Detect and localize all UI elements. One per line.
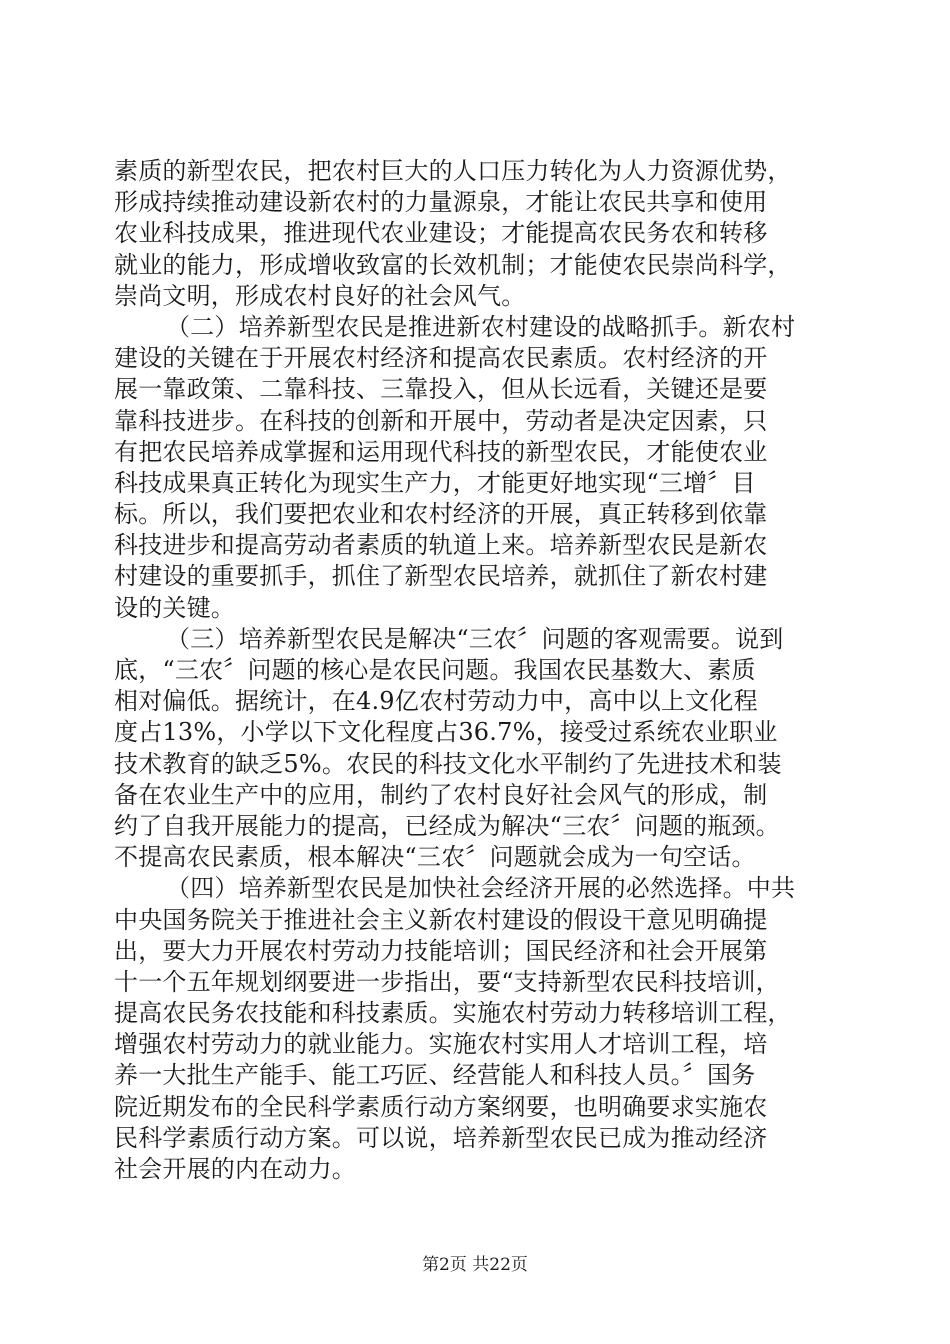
text-line: 建设的关键在于开展农村经济和提高农民素质。农村经济的开: [114, 344, 768, 373]
text-line: 院近期发布的全民科学素质行动方案纲要，也明确要求实施农: [114, 1092, 768, 1121]
text-line: 有把农民培养成掌握和运用现代科技的新型农民，才能使农业: [114, 437, 768, 466]
document-body: [114, 156, 844, 1185]
text-line: 社会开展的内在动力。: [114, 1155, 356, 1183]
text-line: 备在农业生产中的应用，制约了农村良好社会风气的形成，制: [114, 780, 768, 809]
text-line: 增强农村劳动力的就业能力。实施农村实用人才培训工程，培: [114, 1030, 768, 1059]
paragraph-first-line: （四）培养新型农民是加快社会经济开展的必然选择。中共: [166, 874, 796, 903]
text-line: 村建设的重要抓手，抓住了新型农民培养，就抓住了新农村建: [114, 562, 768, 591]
text-line: 素质的新型农民，把农村巨大的人口压力转化为人力资源优势，: [114, 157, 792, 185]
text-line: 科技进步和提高劳动者素质的轨道上来。培养新型农民是新农: [114, 531, 768, 560]
text-line: 十一个五年规划纲要进一步指出，要“支持新型农民科技培训，: [114, 967, 780, 996]
paragraph-first-line: （二）培养新型农民是推进新农村建设的战略抓手。新农村: [166, 312, 796, 341]
text-line: 不提高农民素质，根本解决“三农〞问题就会成为一句空话。: [114, 843, 756, 872]
text-line: 靠科技进步。在科技的创新和开展中，劳动者是决定因素，只: [114, 406, 768, 435]
text-line: 提高农民务农技能和科技素质。实施农村劳动力转移培训工程，: [114, 999, 792, 1028]
text-line: 形成持续推动建设新农村的力量源泉，才能让农民共享和使用: [114, 188, 768, 217]
page-footer: 第2页 共22页: [422, 1255, 528, 1275]
text-line: 养一大批生产能手、能工巧匠、经营能人和科技人员。〞国务: [114, 1061, 756, 1090]
text-line: 底，“三农〞问题的核心是农民问题。我国农民基数大、素质: [114, 656, 756, 684]
text-line: 崇尚文明，形成农村良好的社会风气。: [114, 281, 526, 310]
text-line: 展一靠政策、二靠科技、三靠投入，但从长远看，关键还是要: [114, 375, 768, 404]
text-line: 相对偏低。据统计，在4.9亿农村劳动力中，高中以上文化程: [114, 687, 758, 716]
text-line: 标。所以，我们要把农业和农村经济的开展，真正转移到依靠: [114, 500, 768, 529]
text-line: 设的关键。: [114, 593, 235, 622]
text-line: 度占13%，小学以下文化程度占36.7%，接受过系统农业职业: [114, 718, 778, 747]
text-line: 约了自我开展能力的提高，已经成为解决“三农〞问题的瓶颈。: [114, 811, 780, 840]
text-line: 民科学素质行动方案。可以说，培养新型农民已成为推动经济: [114, 1123, 768, 1152]
text-line: 技术教育的缺乏5%。农民的科技文化水平制约了先进技术和装: [114, 749, 782, 778]
text-line: 就业的能力，形成增收致富的长效机制；才能使农民崇尚科学，: [114, 250, 792, 279]
text-line: 出，要大力开展农村劳动力技能培训；国民经济和社会开展第: [114, 936, 768, 965]
paragraph-first-line: （三）培养新型农民是解决“三农〞问题的客观需要。说到: [166, 624, 784, 653]
text-line: 农业科技成果，推进现代农业建设；才能提高农民务农和转移: [114, 219, 768, 248]
text-line: 科技成果真正转化为现实生产力，才能更好地实现“三增〞目: [114, 468, 756, 497]
text-line: 中央国务院关于推进社会主义新农村建设的假设干意见明确提: [114, 905, 768, 934]
